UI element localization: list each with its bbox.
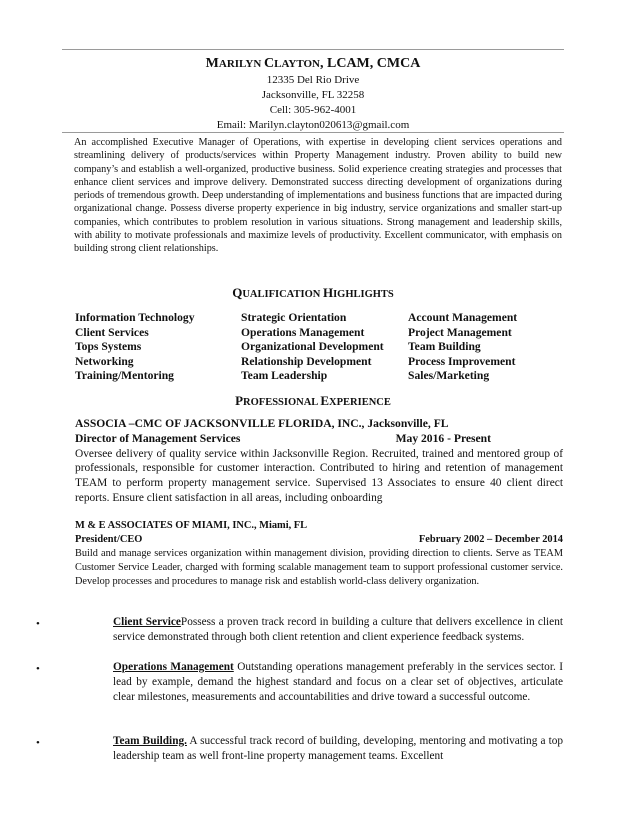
summary-paragraph: An accomplished Executive Manager of Operations, with expertise in developing client services operations and streamlining delivery of products/services within Property Management industry. Proven ability to build new company’s and establish a well-organized, productive business. Solid experience creating strategies and processes that enhance client services and improve delivery. Demonstrated success directing development of organizations during periods of tremendous growth. Deep understanding of implementations and business functions that are impacted during organizational change. Possess diverse property experience in big industry, service organizations and smaller start-up companies, which contributes to problem resolution in various situations. Strong management and leadership skills, with ability to motivate professionals and maximize levels of productivity. Excellent communicator, with emphasis on building strong client relationships. [74,137,562,255]
qualification-item: Organizational Development [241,340,384,354]
address-line-2: Jacksonville, FL 32258 [261,89,365,101]
bullet-operations-management [62,660,563,705]
job-dates: May 2016 - Present [395,431,491,445]
qualification-item: Tops Systems [75,340,142,354]
job-dates: February 2002 – December 2014 [418,534,563,545]
bullet-text: Possess a proven track record in building a culture that delivers excellence in client service demonstrated through both client retention and client experience feedback systems. [113,616,563,643]
job-description: Oversee delivery of quality service within Jacksonville Region. Recruited, trained and mentored group of professionals, responsible for customer interaction. Contributed to hiring and retention of management TEAM to perform property management service. Supervised 13 Associates to ensure 40 client direct reports. Ensure client satisfaction in all areas, including onboarding [75,447,563,504]
bullet-heading: Team Building. [113,735,187,747]
job-entry-me-associates [75,519,563,590]
section-title-experience: PROFESSIONAL EXPERIENCE [235,393,391,408]
job-title: Director of Management Services [75,431,241,445]
job-title: President/CEO [75,534,143,545]
bullet-heading: Operations Management [113,661,234,673]
qualification-item: Relationship Development [241,354,372,368]
qualification-item: Team Building [408,340,481,354]
qualification-item: Client Services [75,325,149,339]
company-name: ASSOCIA –CMC OF JACKSONVILLE FLORIDA, INC., Jacksonville, FL [75,417,449,430]
qualification-item: Networking [75,354,134,368]
job-entry-associa [75,417,563,506]
qualification-grid [75,311,575,384]
qualification-item: Sales/Marketing [408,369,490,383]
bullet-heading: Client Service [113,616,181,628]
company-name: M & E ASSOCIATES OF MIAMI, INC., Miami, FL [75,520,308,531]
qualification-item: Account Management [408,311,518,324]
cell-phone: Cell: 305-962-4001 [269,104,357,116]
bullet-icon: • [36,618,40,630]
candidate-name: MARILYN CLAYTON, LCAM, CMCA [205,56,421,71]
job-description: Build and manage services organization within management division, providing direction to clients. Serve as TEAM Customer Service Leader, charged with forming scalable management team to support professional customer service. Develop processes and procedures to manage risk and establish world-class delivery organization. [75,548,563,588]
section-title-qualifications: QUALIFICATION HIGHLIGHTS [232,285,394,300]
email: Email: Marilyn.clayton020613@gmail.com [216,119,410,131]
qualification-item: Information Technology [75,311,195,324]
qualification-item: Team Leadership [241,369,328,383]
top-rule [62,49,564,50]
qualification-item: Training/Mentoring [75,369,174,383]
header-rule [62,132,564,133]
bullet-icon: • [36,737,40,749]
role-row [75,533,563,547]
address-line-1: 12335 Del Rio Drive [266,74,360,86]
bullet-text: Outstanding operations management preferably in the services sector. I lead by example, demand the highest standard and focus on a clear set of objectives, articulate clear milestones, measurements and accountabilities and drive toward a successful outcome. [113,661,563,703]
qualification-item: Operations Management [241,325,365,339]
bullet-icon: • [36,663,40,675]
qualification-item: Strategic Orientation [241,311,347,324]
qualification-item: Project Management [408,325,512,339]
bullet-team-building [62,734,563,764]
bullet-text: A successful track record of building, developing, mentoring and motivating a top leadership team as well front-line property management teams. Excellent [113,735,563,762]
bullet-client-service [62,615,563,645]
qualification-item: Process Improvement [408,354,516,368]
role-row [75,432,563,447]
